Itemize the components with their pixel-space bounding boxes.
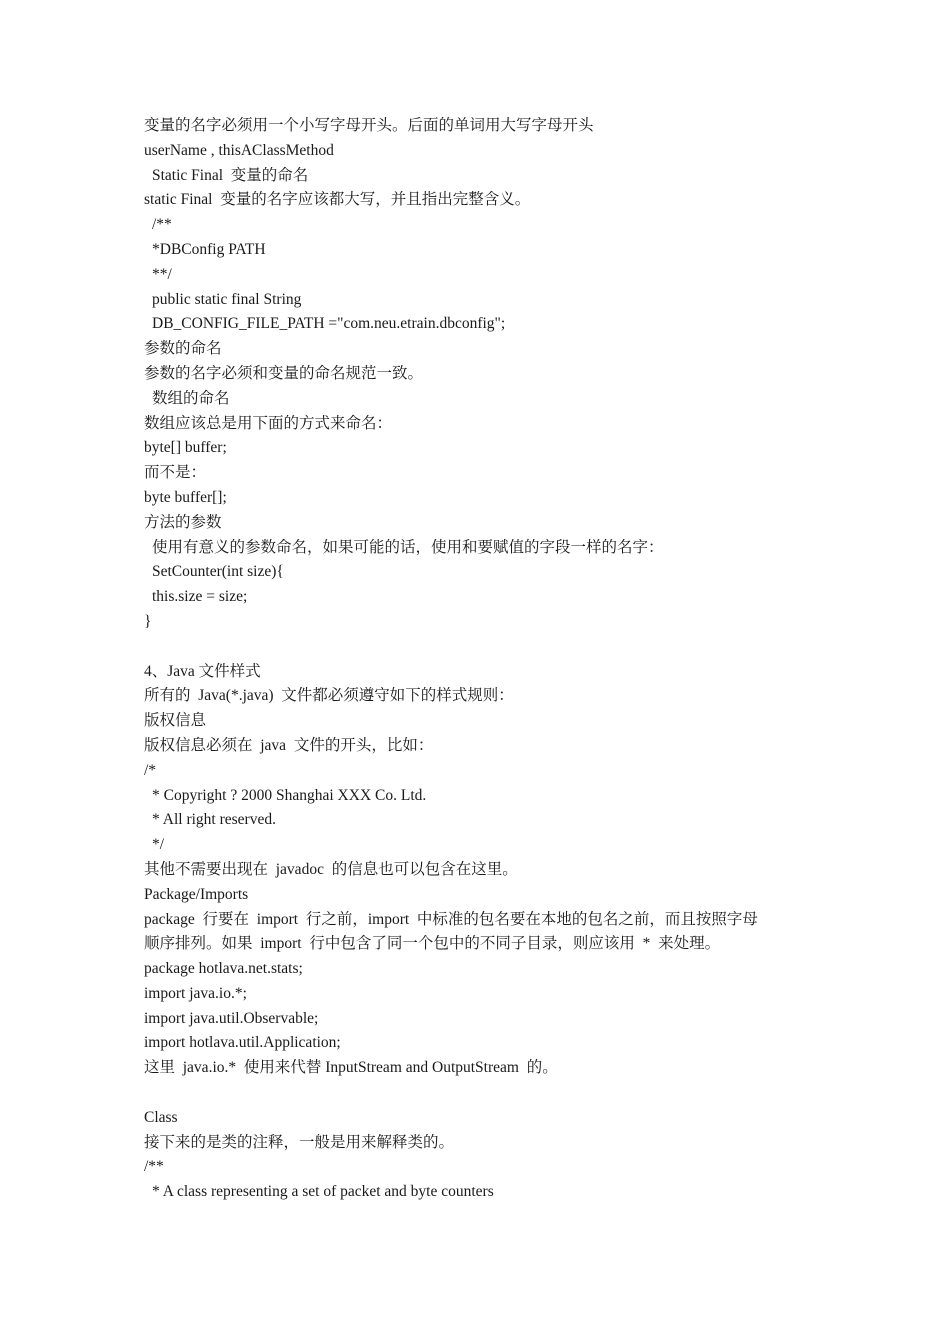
text-line: */ <box>152 836 165 854</box>
blank-line <box>144 635 844 660</box>
text-line: 方法的参数 <box>144 513 222 531</box>
text-line: Class <box>144 1108 178 1126</box>
text-line: import java.util.Observable; <box>144 1009 319 1027</box>
text-line: 版权信息必须在 java 文件的开头，比如： <box>144 736 434 754</box>
text-line: package 行要在 import 行之前，import 中标准的包名要在本地的包名之前，而且按照字母 <box>144 910 758 928</box>
text-line: /** <box>152 216 172 234</box>
text-line: **/ <box>152 265 172 283</box>
text-line: 4、Java 文件样式 <box>144 662 261 680</box>
text-line: *DBConfig PATH <box>152 240 266 258</box>
text-line: DB_CONFIG_FILE_PATH ="com.neu.etrain.dbconfig"; <box>152 315 506 333</box>
text-line: userName , thisAClassMethod <box>144 141 334 159</box>
text-line: 变量的名字必须用一个小写字母开头。后面的单词用大写字母开头 <box>144 117 594 134</box>
text-line: 参数的名字必须和变量的命名规范一致。 <box>144 364 424 382</box>
text-line: * All right reserved. <box>152 811 276 829</box>
text-line: SetCounter(int size){ <box>152 563 284 581</box>
text-line: import hotlava.util.Application; <box>144 1034 341 1052</box>
text-line: 使用有意义的参数命名，如果可能的话，使用和要赋值的字段一样的名字： <box>152 538 664 556</box>
text-line: 所有的 Java(*.java) 文件都必须遵守如下的样式规则： <box>144 687 514 705</box>
text-line: this.size = size; <box>152 588 248 606</box>
text-line: } <box>144 612 152 630</box>
text-line: byte buffer[]; <box>144 488 227 506</box>
text-line: 参数的命名 <box>144 340 222 358</box>
text-line: static Final 变量的名字应该都大写，并且指出完整含义。 <box>144 191 531 209</box>
text-line: 数组应该总是用下面的方式来命名： <box>144 414 393 432</box>
text-line: 顺序排列。如果 import 行中包含了同一个包中的不同子目录，则应该用 * 来处理。 <box>144 935 721 953</box>
text-line: 其他不需要出现在 javadoc 的信息也可以包含在这里。 <box>144 860 518 878</box>
text-line: byte[] buffer; <box>144 439 227 457</box>
blank-line <box>144 1081 844 1106</box>
text-line: 版权信息 <box>144 712 207 730</box>
text-line: /* <box>144 761 157 779</box>
document-page <box>144 114 844 1205</box>
text-line: public static final String <box>152 290 302 308</box>
text-line: 这里 java.io.* 使用来代替 InputStream and OutputStream 的。 <box>144 1059 558 1077</box>
text-line: /** <box>144 1158 164 1176</box>
text-line: 接下来的是类的注释，一般是用来解释类的。 <box>144 1133 455 1151</box>
text-line: 数组的命名 <box>152 389 230 407</box>
text-line: Static Final 变量的命名 <box>152 166 309 184</box>
text-line: Package/Imports <box>144 885 249 903</box>
text-line: * A class representing a set of packet and byte counters <box>152 1183 494 1201</box>
text-line: import java.io.*; <box>144 984 247 1002</box>
text-line: package hotlava.net.stats; <box>144 960 303 978</box>
text-line: * Copyright ? 2000 Shanghai XXX Co. Ltd. <box>152 786 427 804</box>
text-line: 而不是： <box>144 464 207 482</box>
